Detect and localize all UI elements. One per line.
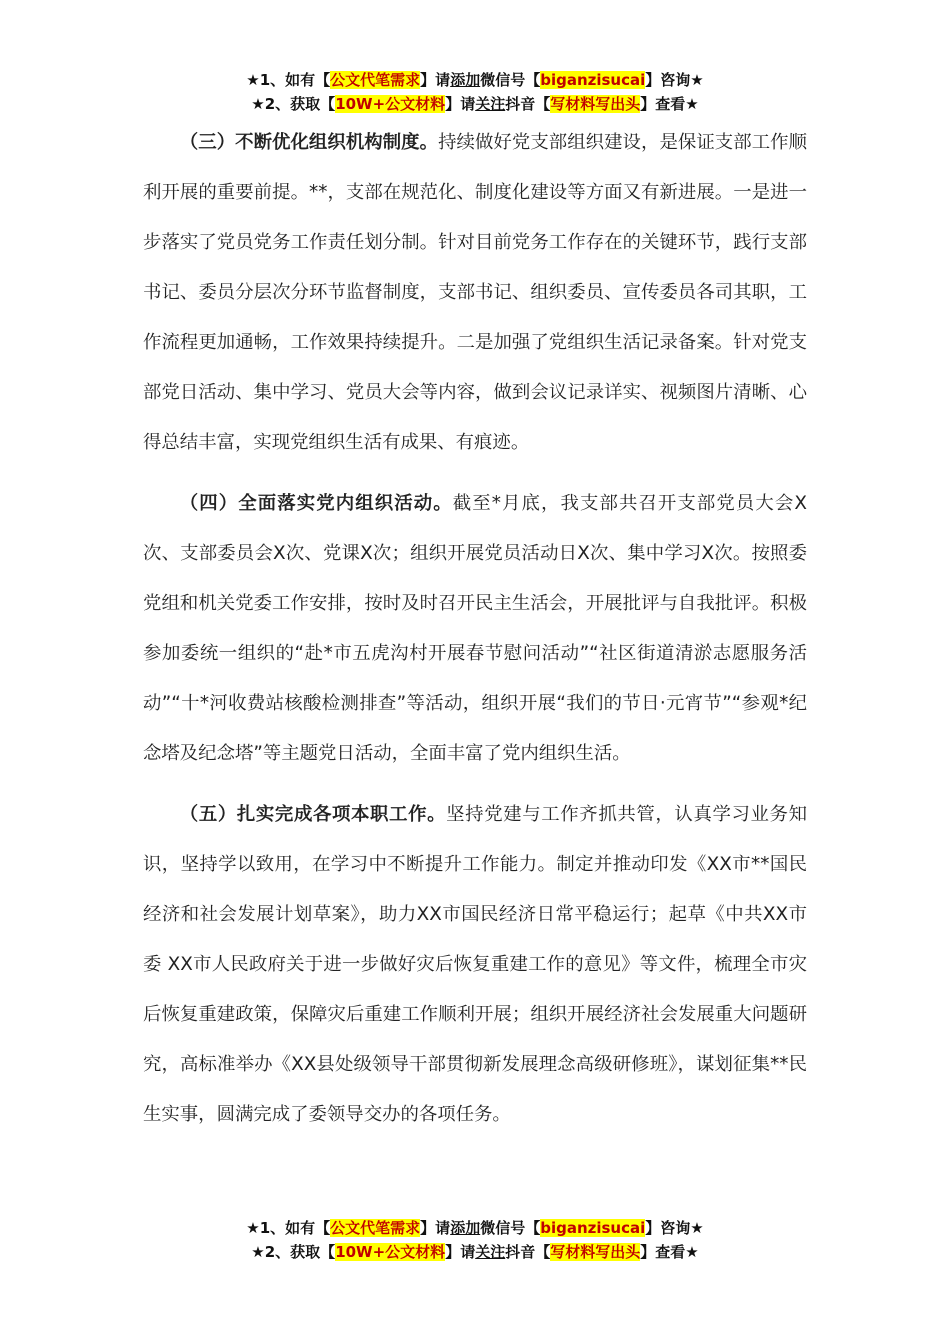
section-heading: （五）扎实完成各项本职工作。 — [179, 804, 447, 825]
section-text: 坚持党建与工作齐抓共管，认真学习业务知识，坚持学以致用，在学习中不断提升工作能力。制定并推动印发《XX市**国民经济和社会发展计划草案》，助力XX市国民经济日常平稳运行；起草《中共XX市委 XX市人民政府关于进一步做好灾后恢复重建工作的意见》等文件，梳理全市灾后恢复重建政策，保障灾后重建工作顺利开展；组织开展经济社会发展重大问题研究，高标准举办《XX县处级领导干部贯彻新发展理念高级研修班》，谋划征集**民生实事，圆满完成了委领导交办的各项任务。 — [143, 804, 807, 1125]
banner-emphasis: 关注 — [475, 1243, 506, 1261]
highlight-service: 公文代笔需求 — [330, 1219, 421, 1237]
banner-emphasis: 关注 — [475, 95, 506, 113]
banner-line-2 — [0, 92, 950, 116]
banner-emphasis: 添加 — [450, 1219, 481, 1237]
banner-text: 抖音【 — [505, 1243, 551, 1261]
bottom-banner — [0, 1216, 950, 1264]
banner-text: 】请 — [420, 1219, 451, 1237]
banner-text: 】请 — [445, 1243, 476, 1261]
highlight-douyin-account: 写材料写出头 — [550, 1243, 641, 1261]
top-banner — [0, 68, 950, 116]
paragraph-section-4 — [143, 479, 807, 779]
banner-emphasis: 添加 — [450, 71, 481, 89]
banner-text: ★2、获取【 — [251, 1243, 336, 1261]
highlight-wechat-id: biganzisucai — [540, 1219, 646, 1237]
banner-text: 】请 — [445, 95, 476, 113]
banner-text: 】咨询★ — [645, 71, 704, 89]
highlight-wechat-id: biganzisucai — [540, 71, 646, 89]
section-heading: （三）不断优化组织机构制度。 — [179, 132, 439, 153]
section-text: 截至*月底，我支部共召开支部党员大会X次、支部委员会X次、党课X次；组织开展党员活动日X次、集中学习X次。按照委党组和机关党委工作安排，按时及时召开民主生活会，开展批评与自我批评。积极参加委统一组织的“赴*市五虎沟村开展春节慰问活动”“社区街道清淤志愿服务活动”“十*河收费站核酸检测排查”等活动，组织开展“我们的节日·元宵节”“参观*纪念塔及纪念塔”等主题党日活动，全面丰富了党内组织生活。 — [143, 493, 807, 764]
banner-text: 微信号【 — [480, 71, 541, 89]
highlight-materials: 10W+公文材料 — [335, 1243, 446, 1261]
paragraph-section-3 — [143, 118, 807, 468]
banner-line-1 — [0, 1216, 950, 1240]
highlight-materials: 10W+公文材料 — [335, 95, 446, 113]
banner-text: 】请 — [420, 71, 451, 89]
banner-text: 】查看★ — [640, 1243, 699, 1261]
highlight-douyin-account: 写材料写出头 — [550, 95, 641, 113]
banner-line-2 — [0, 1240, 950, 1264]
banner-text: 微信号【 — [480, 1219, 541, 1237]
highlight-service: 公文代笔需求 — [330, 71, 421, 89]
banner-text: ★1、如有【 — [246, 1219, 331, 1237]
section-text: 持续做好党支部组织建设，是保证支部工作顺利开展的重要前提。**，支部在规范化、制度化建设等方面又有新进展。一是进一步落实了党员党务工作责任划分制。针对目前党务工作存在的关键环节，践行支部书记、委员分层次分环节监督制度，支部书记、组织委员、宣传委员各司其职，工作流程更加通畅，工作效果持续提升。二是加强了党组织生活记录备案。针对党支部党日活动、集中学习、党员大会等内容，做到会议记录详实、视频图片清晰、心得总结丰富，实现党组织生活有成果、有痕迹。 — [143, 132, 807, 453]
banner-text: ★1、如有【 — [246, 71, 331, 89]
document-body — [143, 118, 807, 1140]
banner-text: 】查看★ — [640, 95, 699, 113]
banner-text: 抖音【 — [505, 95, 551, 113]
section-heading: （四）全面落实党内组织活动。 — [179, 493, 453, 514]
banner-text: 】咨询★ — [645, 1219, 704, 1237]
banner-text: ★2、获取【 — [251, 95, 336, 113]
banner-line-1 — [0, 68, 950, 92]
paragraph-section-5 — [143, 790, 807, 1140]
